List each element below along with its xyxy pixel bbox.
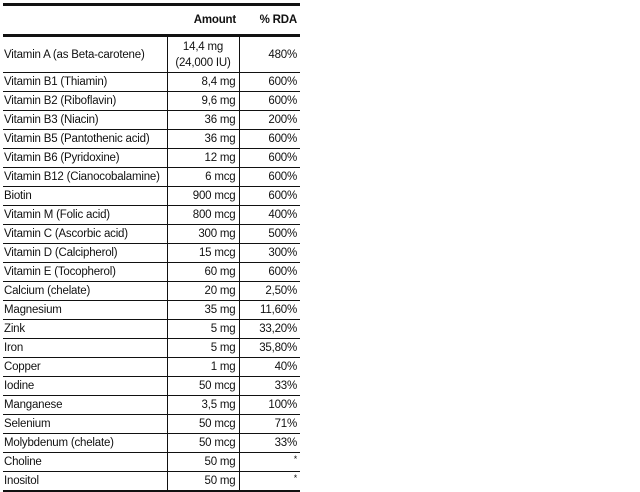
nutrient-name: Vitamin D (Calcipherol) bbox=[3, 244, 167, 263]
nutrient-amount: 50 mg bbox=[167, 453, 239, 472]
nutrient-rda: 600% bbox=[239, 92, 300, 111]
nutrient-amount: 50 mcg bbox=[167, 415, 239, 434]
table-row bbox=[3, 73, 300, 92]
nutrient-rda: 33% bbox=[239, 434, 300, 453]
nutrient-rda: 33,20% bbox=[239, 320, 300, 339]
table-row bbox=[3, 415, 300, 434]
nutrient-rda: 480% bbox=[239, 36, 300, 73]
table-row bbox=[3, 168, 300, 187]
nutrient-rda bbox=[239, 453, 300, 472]
nutrient-amount bbox=[167, 36, 239, 73]
nutrition-facts-table bbox=[3, 6, 300, 492]
nutrient-amount: 12 mg bbox=[167, 149, 239, 168]
nutrient-rda: 71% bbox=[239, 415, 300, 434]
table-row bbox=[3, 92, 300, 111]
nutrient-amount: 5 mg bbox=[167, 339, 239, 358]
nutrient-amount: 20 mg bbox=[167, 282, 239, 301]
nutrient-amount: 60 mg bbox=[167, 263, 239, 282]
nutrient-amount: 35 mg bbox=[167, 301, 239, 320]
nutrient-amount: 900 mcg bbox=[167, 187, 239, 206]
table-row bbox=[3, 149, 300, 168]
rda-footnote-marker: * bbox=[293, 454, 297, 464]
nutrient-name: Vitamin B1 (Thiamin) bbox=[3, 73, 167, 92]
nutrient-rda: 40% bbox=[239, 358, 300, 377]
nutrient-amount-iu: (24,000 IU) bbox=[175, 56, 231, 69]
nutrient-amount: 50 mcg bbox=[167, 377, 239, 396]
nutrient-name: Zink bbox=[3, 320, 167, 339]
nutrient-name: Biotin bbox=[3, 187, 167, 206]
table-row bbox=[3, 453, 300, 472]
nutrient-amount: 50 mg bbox=[167, 472, 239, 492]
nutrient-rda: 300% bbox=[239, 244, 300, 263]
nutrient-rda: 35,80% bbox=[239, 339, 300, 358]
nutrient-name: Vitamin B12 (Cianocobalamine) bbox=[3, 168, 167, 187]
nutrient-amount: 50 mcg bbox=[167, 434, 239, 453]
nutrient-rda: 400% bbox=[239, 206, 300, 225]
header-rda: % RDA bbox=[239, 6, 300, 36]
nutrient-name: Vitamin A (as Beta-carotene) bbox=[3, 36, 167, 73]
nutrient-rda: 11,60% bbox=[239, 301, 300, 320]
nutrient-rda: 2,50% bbox=[239, 282, 300, 301]
nutrient-name: Manganese bbox=[3, 396, 167, 415]
nutrient-name: Inositol bbox=[3, 472, 167, 492]
nutrient-name: Vitamin C (Ascorbic acid) bbox=[3, 225, 167, 244]
nutrition-table-container bbox=[3, 3, 300, 492]
nutrient-name: Magnesium bbox=[3, 301, 167, 320]
nutrient-amount: 36 mg bbox=[167, 111, 239, 130]
nutrient-amount: 6 mcg bbox=[167, 168, 239, 187]
nutrient-rda: 100% bbox=[239, 396, 300, 415]
header-amount: Amount bbox=[167, 6, 239, 36]
nutrient-name: Copper bbox=[3, 358, 167, 377]
table-row bbox=[3, 358, 300, 377]
table-row bbox=[3, 130, 300, 149]
nutrient-rda: 600% bbox=[239, 73, 300, 92]
nutrient-name: Vitamin B6 (Pyridoxine) bbox=[3, 149, 167, 168]
table-row bbox=[3, 187, 300, 206]
nutrient-rda: 600% bbox=[239, 187, 300, 206]
table-row bbox=[3, 434, 300, 453]
table-row bbox=[3, 377, 300, 396]
nutrient-rda: 33% bbox=[239, 377, 300, 396]
nutrient-rda: 500% bbox=[239, 225, 300, 244]
nutrient-rda: 200% bbox=[239, 111, 300, 130]
nutrient-name: Iodine bbox=[3, 377, 167, 396]
nutrient-amount: 8,4 mg bbox=[167, 73, 239, 92]
table-row bbox=[3, 244, 300, 263]
table-row bbox=[3, 320, 300, 339]
nutrient-amount: 800 mcg bbox=[167, 206, 239, 225]
header-name bbox=[3, 6, 167, 36]
nutrient-amount: 36 mg bbox=[167, 130, 239, 149]
nutrient-rda: 600% bbox=[239, 149, 300, 168]
nutrient-amount-main: 14,4 mg bbox=[182, 40, 224, 53]
nutrient-name: Choline bbox=[3, 453, 167, 472]
nutrient-rda: 600% bbox=[239, 263, 300, 282]
nutrient-name: Vitamin B5 (Pantothenic acid) bbox=[3, 130, 167, 149]
table-row bbox=[3, 206, 300, 225]
nutrient-amount: 300 mg bbox=[167, 225, 239, 244]
nutrient-name: Iron bbox=[3, 339, 167, 358]
nutrient-name: Vitamin B3 (Niacin) bbox=[3, 111, 167, 130]
nutrient-name: Vitamin B2 (Riboflavin) bbox=[3, 92, 167, 111]
rda-footnote-marker: * bbox=[293, 473, 297, 483]
table-row bbox=[3, 301, 300, 320]
nutrient-amount: 1 mg bbox=[167, 358, 239, 377]
nutrient-name: Calcium (chelate) bbox=[3, 282, 167, 301]
nutrient-name: Selenium bbox=[3, 415, 167, 434]
nutrient-rda: 600% bbox=[239, 130, 300, 149]
nutrient-rda: 600% bbox=[239, 168, 300, 187]
table-row bbox=[3, 396, 300, 415]
nutrient-amount: 15 mcg bbox=[167, 244, 239, 263]
table-body bbox=[3, 36, 300, 492]
table-row bbox=[3, 263, 300, 282]
nutrient-amount: 3,5 mg bbox=[167, 396, 239, 415]
table-row bbox=[3, 36, 300, 73]
nutrient-name: Molybdenum (chelate) bbox=[3, 434, 167, 453]
table-row bbox=[3, 339, 300, 358]
table-row bbox=[3, 472, 300, 492]
nutrient-amount: 5 mg bbox=[167, 320, 239, 339]
nutrient-rda bbox=[239, 472, 300, 492]
nutrient-amount: 9,6 mg bbox=[167, 92, 239, 111]
nutrient-name: Vitamin E (Tocopherol) bbox=[3, 263, 167, 282]
table-row bbox=[3, 225, 300, 244]
table-row bbox=[3, 282, 300, 301]
nutrient-name: Vitamin M (Folic acid) bbox=[3, 206, 167, 225]
table-row bbox=[3, 111, 300, 130]
table-header-row bbox=[3, 6, 300, 36]
